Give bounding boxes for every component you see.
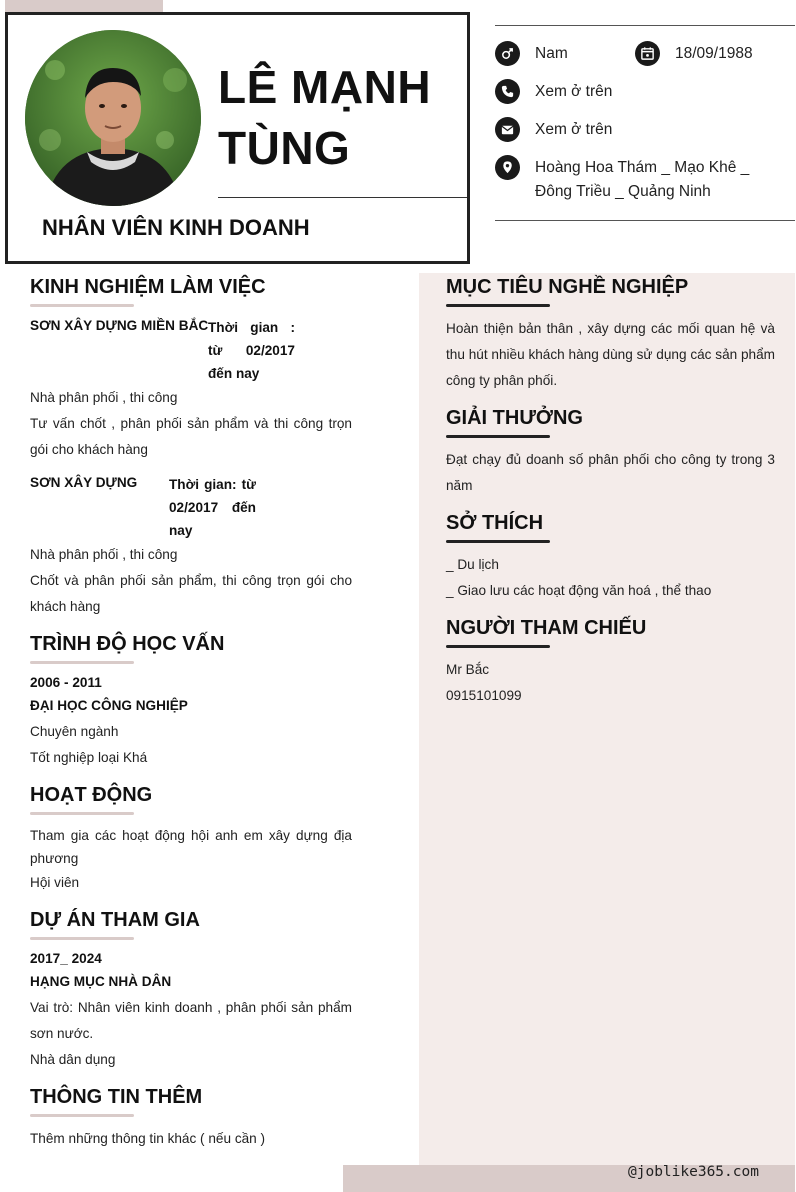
section-title-experience: KINH NGHIỆM LÀM VIỆC <box>30 276 266 298</box>
section-underline <box>30 304 134 307</box>
info-divider-top <box>495 25 795 26</box>
project-name: HẠNG MỤC NHÀ DÂN <box>30 974 172 989</box>
email-value: Xem ở trên <box>535 121 613 138</box>
section-title-objective: MỤC TIÊU NGHỀ NGHIỆP <box>446 276 689 298</box>
phone-icon <box>495 79 520 104</box>
reference-name: Mr Bắc <box>446 662 490 677</box>
section-title-awards: GIẢI THƯỞNG <box>446 407 583 429</box>
name-line-1: LÊ MẠNH <box>218 61 432 113</box>
job-2-desc: Chốt và phân phối sản phẩm, thi công trọn gói cho khách hàng <box>30 573 352 614</box>
job-1-company: SƠN XÂY DỰNG MIỀN BẮC <box>30 318 209 333</box>
section-title-extra: THÔNG TIN THÊM <box>30 1086 203 1108</box>
section-underline <box>30 661 134 664</box>
job-1-role: Nhà phân phối , thi công <box>30 390 178 405</box>
section-title-education: TRÌNH ĐỘ HỌC VẤN <box>30 633 225 655</box>
reference-phone: 0915101099 <box>446 688 522 703</box>
hobby-item: _ Du lịch <box>446 557 499 572</box>
address-value: Hoàng Hoa Thám _ Mạo Khê _ Đông Triều _ Quảng Ninh <box>535 159 750 200</box>
job-title: NHÂN VIÊN KINH DOANH <box>42 215 310 240</box>
section-underline <box>446 645 550 648</box>
job-2-period: Thời gian: từ 02/2017 đến nay <box>169 477 256 538</box>
job-1-desc: Tư vấn chốt , phân phối sản phẩm và thi công trọn gói cho khách hàng <box>30 416 352 457</box>
education-major: Chuyên ngành <box>30 724 119 739</box>
objective-desc: Hoàn thiện bản thân , xây dựng các mối quan hệ và thu hút nhiều khách hàng dùng sử dụng các sản phẩm công ty phân phối. <box>446 321 775 388</box>
info-divider-bottom <box>495 220 795 221</box>
phone-value: Xem ở trên <box>535 83 613 100</box>
section-underline <box>446 304 550 307</box>
education-years: 2006 - 2011 <box>30 675 102 690</box>
name-divider <box>218 197 467 198</box>
activities-role: Hội viên <box>30 875 80 890</box>
section-underline <box>446 435 550 438</box>
email-icon <box>495 117 520 142</box>
section-underline <box>30 937 134 940</box>
section-title-activities: HOẠT ĐỘNG <box>30 784 153 806</box>
section-underline <box>30 812 134 815</box>
section-title-projects: DỰ ÁN THAM GIA <box>30 909 200 931</box>
gender-value: Nam <box>535 45 568 62</box>
education-grade: Tốt nghiệp loại Khá <box>30 750 148 765</box>
birthday-value: 18/09/1988 <box>675 45 753 62</box>
job-2-role: Nhà phân phối , thi công <box>30 547 178 562</box>
activities-desc: Tham gia các hoạt động hội anh em xây dựng địa phương <box>30 828 352 866</box>
location-icon <box>495 155 520 180</box>
job-2-company: SƠN XÂY DỰNG <box>30 475 138 490</box>
project-role: Vai trò: Nhân viên kinh doanh , phân phối sản phẩm sơn nước. <box>30 1000 352 1041</box>
full-name <box>218 57 431 179</box>
section-underline <box>446 540 550 543</box>
extra-desc: Thêm những thông tin khác ( nếu cần ) <box>30 1131 266 1146</box>
calendar-icon <box>635 41 660 66</box>
project-desc: Nhà dân dụng <box>30 1052 116 1067</box>
job-1-period: Thời gian : từ 02/2017 đến nay <box>208 320 295 381</box>
section-title-references: NGƯỜI THAM CHIẾU <box>446 617 647 639</box>
avatar <box>25 30 201 206</box>
project-years: 2017_ 2024 <box>30 951 102 966</box>
gender-icon <box>495 41 520 66</box>
section-title-hobbies: SỞ THÍCH <box>446 512 544 534</box>
footer-watermark: @joblike365.com <box>628 1164 759 1180</box>
name-line-2: TÙNG <box>218 122 351 174</box>
education-school: ĐẠI HỌC CÔNG NGHIỆP <box>30 698 188 713</box>
awards-desc: Đạt chạy đủ doanh số phân phối cho công ty trong 3 năm <box>446 452 775 493</box>
section-underline <box>30 1114 134 1117</box>
hobby-item: _ Giao lưu các hoạt động văn hoá , thể thao <box>446 583 712 598</box>
